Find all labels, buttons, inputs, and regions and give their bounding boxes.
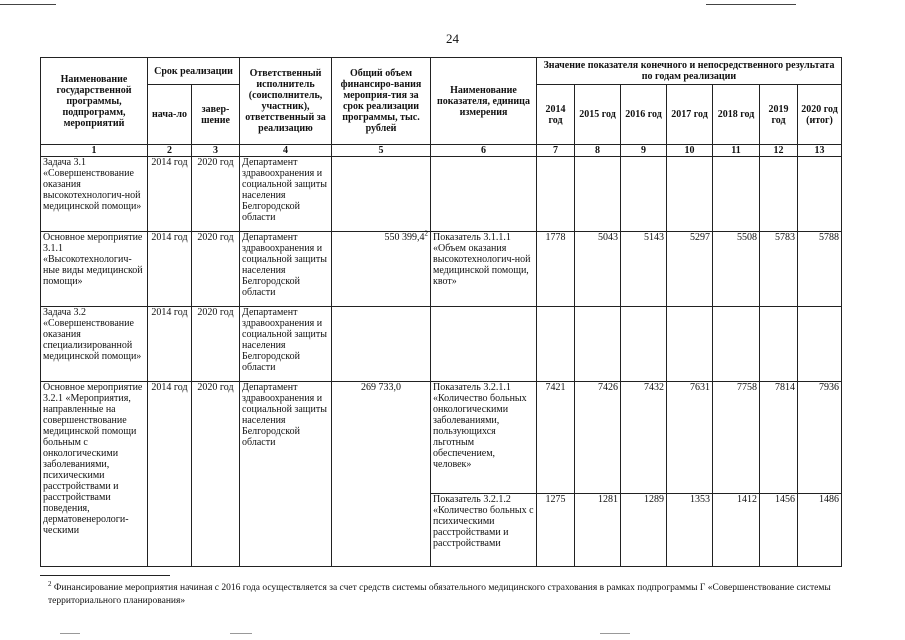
row-value bbox=[575, 157, 621, 232]
row-value: 7631 bbox=[667, 382, 713, 494]
row-funding bbox=[332, 229, 431, 307]
header-year-2014: 2014 год bbox=[537, 85, 575, 145]
row-value: 7758 bbox=[713, 382, 760, 494]
row-indicator: Показатель 3.2.1.1 «Количество больных онкологическими заболеваниями, пользующихся льготным обеспечением, человек» bbox=[431, 382, 537, 494]
header-year-2017: 2017 год bbox=[667, 85, 713, 145]
header-year-2020: 2020 год (итог) bbox=[798, 85, 842, 145]
row-end: 2020 год bbox=[192, 157, 240, 232]
row-value bbox=[621, 157, 667, 232]
row-funding: 269 733,0 bbox=[332, 382, 431, 567]
footnote-mark: 2 bbox=[48, 579, 52, 588]
column-number: 12 bbox=[760, 145, 798, 157]
row-value: 5508 bbox=[713, 232, 760, 307]
row-end: 2020 год bbox=[192, 232, 240, 307]
row-value bbox=[798, 307, 842, 382]
row-indicator: Показатель 3.1.1.1 «Объем оказания высокотехнологич-ной медицинской помощи, квот» bbox=[431, 232, 537, 307]
footnote bbox=[48, 579, 848, 608]
bottom-scan-artifact bbox=[600, 633, 630, 634]
bottom-scan-artifact bbox=[230, 633, 252, 634]
header-start: нача-ло bbox=[148, 85, 192, 145]
row-value bbox=[713, 307, 760, 382]
row-responsible: Департамент здравоохранения и социальной защиты населения Белгородской области bbox=[240, 382, 332, 567]
row-value bbox=[537, 157, 575, 232]
header-years-group: Значение показателя конечного и непосредственного результата по годам реализации bbox=[537, 58, 842, 85]
row-indicator: Показатель 3.2.1.2 «Количество больных с психическими расстройствами и расстройствами bbox=[431, 494, 537, 567]
row-value: 1353 bbox=[667, 494, 713, 567]
table-row bbox=[41, 307, 842, 382]
row-value bbox=[621, 307, 667, 382]
row-responsible: Департамент здравоохранения и социальной защиты населения Белгородской области bbox=[240, 157, 332, 232]
row-value bbox=[760, 307, 798, 382]
row-value bbox=[537, 307, 575, 382]
row-value: 5783 bbox=[760, 232, 798, 307]
row-value bbox=[713, 157, 760, 232]
row-value: 5788 bbox=[798, 232, 842, 307]
column-number: 8 bbox=[575, 145, 621, 157]
table-row bbox=[41, 232, 842, 307]
column-number: 13 bbox=[798, 145, 842, 157]
header-year-2018: 2018 год bbox=[713, 85, 760, 145]
header-year-2019: 2019 год bbox=[760, 85, 798, 145]
row-value: 5143 bbox=[621, 232, 667, 307]
header-name: Наименование государственной программы, подпрограмм, мероприятий bbox=[41, 58, 148, 145]
column-number: 5 bbox=[332, 145, 431, 157]
row-indicator bbox=[431, 307, 537, 382]
column-number: 9 bbox=[621, 145, 667, 157]
row-funding bbox=[332, 157, 431, 232]
column-number-row bbox=[41, 145, 842, 157]
header-end: завер-шение bbox=[192, 85, 240, 145]
row-value bbox=[667, 307, 713, 382]
page-number: 24 bbox=[446, 31, 459, 46]
row-value: 7426 bbox=[575, 382, 621, 494]
row-start: 2014 год bbox=[148, 382, 192, 567]
header-year-2016: 2016 год bbox=[621, 85, 667, 145]
column-number: 7 bbox=[537, 145, 575, 157]
program-table bbox=[40, 57, 842, 567]
row-value bbox=[760, 157, 798, 232]
row-start: 2014 год bbox=[148, 232, 192, 307]
row-start: 2014 год bbox=[148, 157, 192, 232]
row-value: 1275 bbox=[537, 494, 575, 567]
bottom-scan-artifact bbox=[60, 633, 80, 634]
top-rule-right bbox=[706, 4, 796, 5]
column-number: 1 bbox=[41, 145, 148, 157]
row-value: 7936 bbox=[798, 382, 842, 494]
row-value: 7814 bbox=[760, 382, 798, 494]
header-funding: Общий объем финансиро-вания мероприя-тия за срок реализации программы, тыс. рублей bbox=[332, 58, 431, 145]
row-value bbox=[798, 157, 842, 232]
column-number: 2 bbox=[148, 145, 192, 157]
row-funding bbox=[332, 307, 431, 382]
top-rule-left bbox=[0, 4, 56, 5]
table-row bbox=[41, 157, 842, 232]
row-value: 1778 bbox=[537, 232, 575, 307]
header-responsible: Ответственный исполнитель (соисполнитель, участник), ответственный за реализацию bbox=[240, 58, 332, 145]
row-end: 2020 год bbox=[192, 382, 240, 567]
row-name: Задача 3.2 «Совершенствование оказания специализированной медицинской помощи» bbox=[41, 307, 148, 382]
row-value: 5043 bbox=[575, 232, 621, 307]
row-value bbox=[667, 157, 713, 232]
column-number: 10 bbox=[667, 145, 713, 157]
row-responsible: Департамент здравоохранения и социальной защиты населения Белгородской области bbox=[240, 307, 332, 382]
column-number: 3 bbox=[192, 145, 240, 157]
row-responsible: Департамент здравоохранения и социальной защиты населения Белгородской области bbox=[240, 232, 332, 307]
row-start: 2014 год bbox=[148, 307, 192, 382]
footnote-rule bbox=[40, 575, 170, 576]
row-name: Задача 3.1 «Совершенствование оказания высокотехнологич-ной медицинской помощи» bbox=[41, 157, 148, 232]
column-number: 11 bbox=[713, 145, 760, 157]
row-end: 2020 год bbox=[192, 307, 240, 382]
header-indicator: Наименование показателя, единица измерения bbox=[431, 58, 537, 145]
row-value: 7432 bbox=[621, 382, 667, 494]
row-value: 7421 bbox=[537, 382, 575, 494]
footnote-ref: 2 bbox=[424, 229, 428, 238]
column-number: 6 bbox=[431, 145, 537, 157]
footnote-text: Финансирование мероприятия начиная с 2016 года осуществляется за счет средств системы обязательного медицинского страхования в рамках подпрограммы Г «Совершенствование системы территориального планирования» bbox=[48, 583, 831, 606]
row-value: 1412 bbox=[713, 494, 760, 567]
column-number: 4 bbox=[240, 145, 332, 157]
row-indicator bbox=[431, 157, 537, 232]
header-year-2015: 2015 год bbox=[575, 85, 621, 145]
row-value: 5297 bbox=[667, 232, 713, 307]
header-term: Срок реализации bbox=[148, 58, 240, 85]
row-value: 1289 bbox=[621, 494, 667, 567]
row-value: 1486 bbox=[798, 494, 842, 567]
row-value: 1456 bbox=[760, 494, 798, 567]
row-value: 1281 bbox=[575, 494, 621, 567]
funding-value: 550 399,4 bbox=[384, 232, 425, 243]
table-row bbox=[41, 382, 842, 494]
row-value bbox=[575, 307, 621, 382]
row-name: Основное мероприятие 3.2.1 «Мероприятия, направленные на совершенствование медицинской помощи больным с онкологическими заболеваниями, психическими расстройствами и расстройствами поведения, дерматовенерологи-ческими bbox=[41, 382, 148, 567]
row-name: Основное мероприятие 3.1.1 «Высокотехнологич-ные виды медицинской помощи» bbox=[41, 232, 148, 307]
